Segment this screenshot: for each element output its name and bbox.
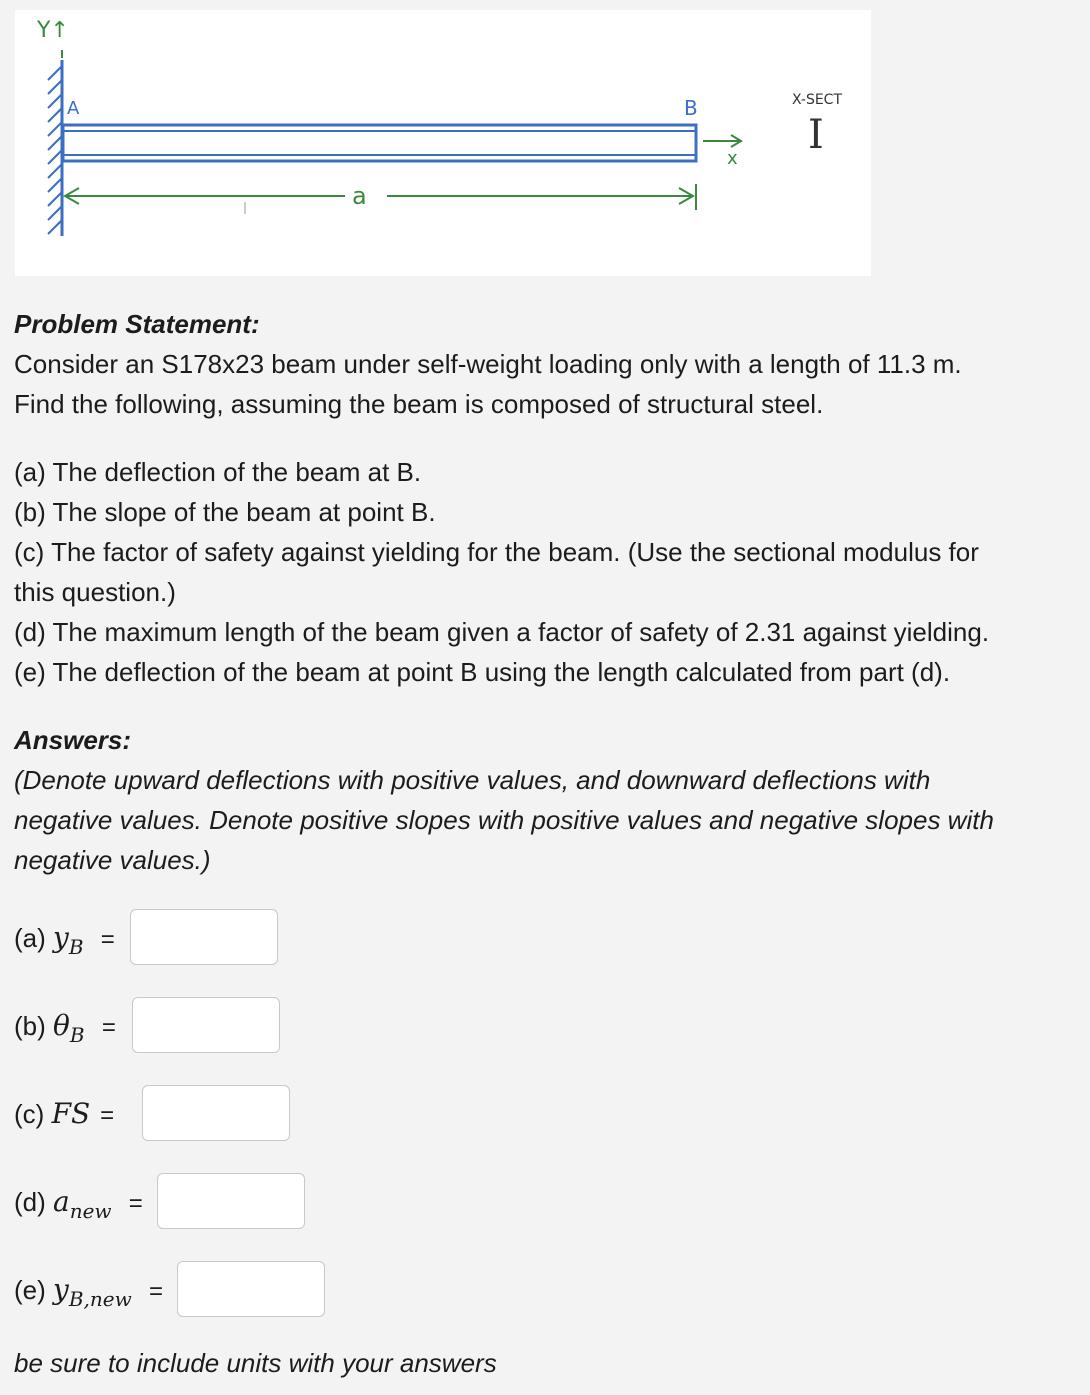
part-a-text: (a) The deflection of the beam at B. [14,457,422,487]
beam-figure [15,10,871,276]
answer-prefix: (c) [14,1099,45,1129]
equals-sign: = [100,926,115,953]
answer-input-d[interactable] [157,1173,305,1229]
answers-note: negative values.) [14,845,211,875]
answer-symbol: a [53,1185,70,1218]
answer-symbol: y [53,921,69,954]
answer-label-c [14,1097,114,1130]
part-b-text: (b) The slope of the beam at point B. [14,497,436,527]
part-c-text-continued: this question.) [14,577,176,607]
answer-subscript: B [68,935,84,959]
answer-input-e[interactable] [177,1261,325,1317]
equals-sign: = [101,1014,116,1041]
beam-diagram [15,10,871,276]
answer-label-d [14,1185,143,1223]
i-beam-section-icon: I [808,112,824,158]
answer-symbol: FS [51,1097,91,1130]
y-axis-label: Y↑ [37,18,69,43]
answers-heading: Answers: [14,725,132,755]
answer-subscript: B [69,1023,85,1047]
answers-note: negative values. Denote positive slopes with positive values and negative slopes with [14,805,994,835]
equals-sign: = [148,1278,163,1305]
answers-note: (Denote upward deflections with positive values, and downward deflections with [14,765,931,795]
answer-label-e [14,1273,163,1311]
part-c-text: (c) The factor of safety against yielding for the beam. (Use the sectional modulus for [14,537,979,567]
x-axis-label: x [727,148,738,169]
equals-sign: = [100,1102,115,1129]
point-a-label: A [67,98,80,119]
units-reminder: be sure to include units with your answers [14,1348,497,1378]
answer-subscript: B,new [68,1287,132,1311]
problem-line: Consider an S178x23 beam under self-weight loading only with a length of 11.3 m. [14,349,962,379]
answer-symbol: θ [53,1009,70,1042]
answer-input-c[interactable] [142,1085,290,1141]
fixed-support-hatching [48,66,62,234]
equals-sign: = [128,1190,143,1217]
answer-prefix: (e) [14,1275,46,1305]
answer-input-b[interactable] [132,997,280,1053]
problem-heading: Problem Statement: [14,309,260,339]
answer-symbol: y [53,1273,69,1306]
part-e-text: (e) The deflection of the beam at point B using the length calculated from part (d). [14,657,951,687]
answers-section [14,720,994,880]
answer-input-a[interactable] [130,909,278,965]
problem-line: Find the following, assuming the beam is composed of structural steel. [14,389,824,419]
answer-label-b [14,1009,116,1047]
span-length-label: a [352,182,367,210]
answer-prefix: (a) [14,923,46,953]
answer-label-a [14,921,115,959]
answer-prefix: (d) [14,1187,46,1217]
cross-section-label: X-SECT [792,92,843,108]
answer-subscript: new [69,1199,112,1223]
problem-parts [14,452,989,692]
problem-statement [14,304,962,424]
answer-prefix: (b) [14,1011,46,1041]
part-d-text: (d) The maximum length of the beam given a factor of safety of 2.31 against yielding. [14,617,990,647]
point-b-label: B [684,96,698,120]
